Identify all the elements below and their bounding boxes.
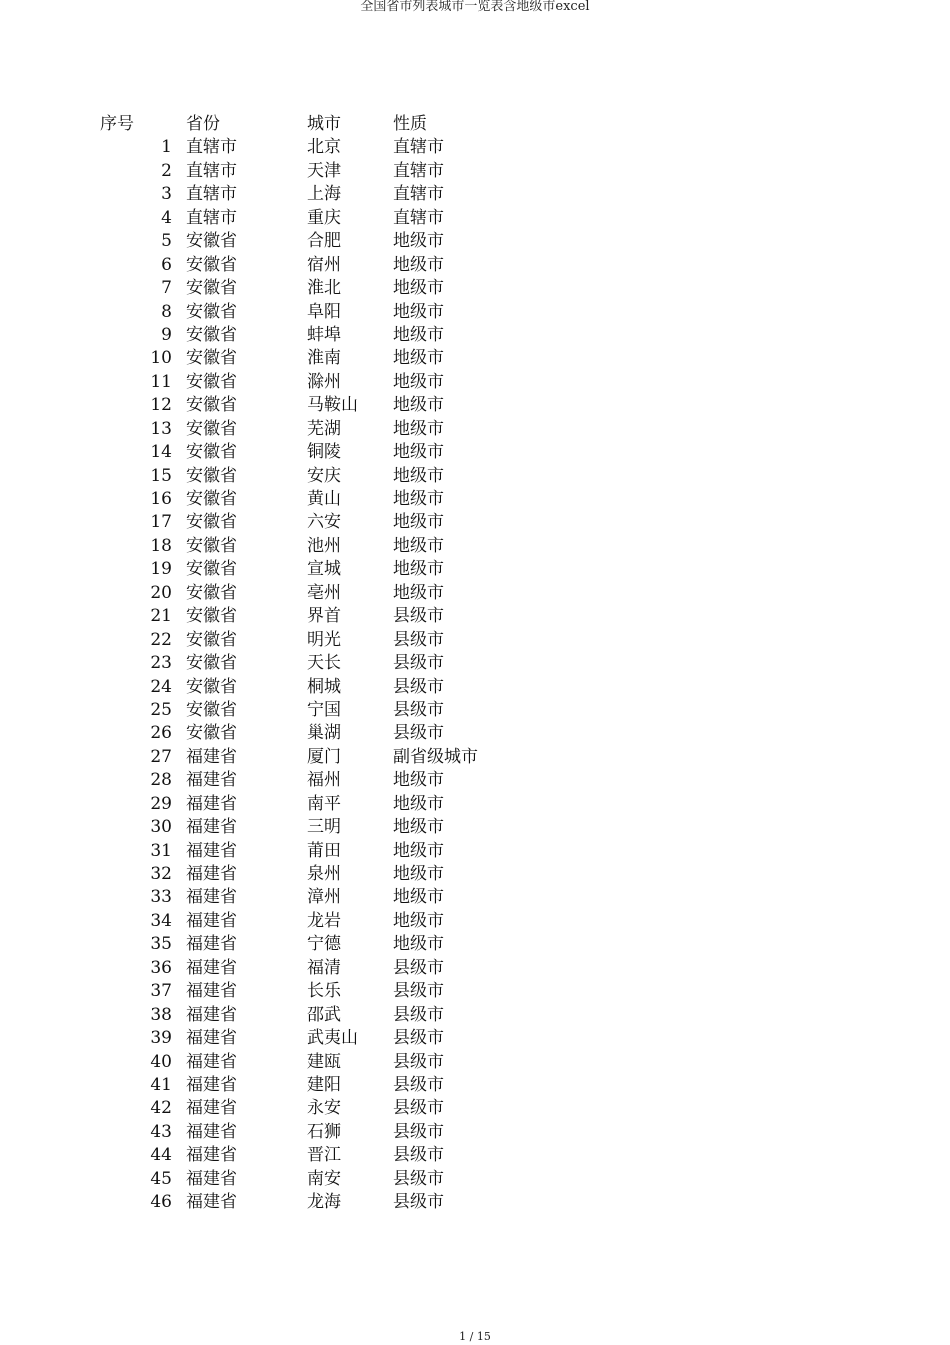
row-index: 15 bbox=[150, 465, 172, 486]
table-row bbox=[0, 1168, 950, 1191]
table-row bbox=[0, 699, 950, 722]
row-city: 马鞍山 bbox=[307, 395, 358, 416]
table-row bbox=[0, 722, 950, 745]
table-body bbox=[0, 136, 950, 1214]
row-type: 地级市 bbox=[393, 324, 444, 345]
column-header-province: 省份 bbox=[186, 114, 220, 134]
table-row bbox=[0, 301, 950, 324]
table-row bbox=[0, 1144, 950, 1167]
row-index: 17 bbox=[150, 512, 172, 533]
city-table bbox=[0, 113, 950, 1215]
row-type: 县级市 bbox=[393, 1168, 444, 1189]
row-index: 18 bbox=[150, 535, 172, 556]
table-row bbox=[0, 769, 950, 792]
row-city: 明光 bbox=[307, 629, 341, 650]
table-row bbox=[0, 910, 950, 933]
column-header-index: 序号 bbox=[100, 114, 134, 134]
row-index: 30 bbox=[150, 817, 172, 838]
table-row bbox=[0, 676, 950, 699]
row-index: 26 bbox=[150, 723, 172, 744]
row-type: 县级市 bbox=[393, 957, 444, 978]
table-row bbox=[0, 160, 950, 183]
row-city: 安庆 bbox=[307, 465, 341, 486]
table-row bbox=[0, 394, 950, 417]
row-city: 宣城 bbox=[307, 559, 341, 580]
row-type: 地级市 bbox=[393, 770, 444, 791]
row-province: 安徽省 bbox=[186, 559, 237, 580]
row-province: 直辖市 bbox=[186, 184, 237, 205]
row-index: 6 bbox=[161, 254, 172, 275]
row-type: 地级市 bbox=[393, 254, 444, 275]
row-index: 31 bbox=[150, 840, 172, 861]
row-province: 安徽省 bbox=[186, 278, 237, 299]
row-province: 安徽省 bbox=[186, 371, 237, 392]
table-row bbox=[0, 582, 950, 605]
table-header-row bbox=[0, 113, 950, 136]
row-province: 直辖市 bbox=[186, 137, 237, 158]
row-city: 建瓯 bbox=[307, 1051, 341, 1072]
page-header-title: 全国省市列表城市一览表含地级市excel bbox=[360, 0, 590, 14]
row-type: 地级市 bbox=[393, 395, 444, 416]
row-province: 安徽省 bbox=[186, 254, 237, 275]
row-city: 厦门 bbox=[307, 746, 341, 767]
row-type: 地级市 bbox=[393, 910, 444, 931]
row-type: 县级市 bbox=[393, 629, 444, 650]
row-city: 漳州 bbox=[307, 887, 341, 908]
row-city: 南安 bbox=[307, 1168, 341, 1189]
row-type: 地级市 bbox=[393, 418, 444, 439]
row-type: 地级市 bbox=[393, 840, 444, 861]
row-province: 福建省 bbox=[186, 1051, 237, 1072]
row-type: 县级市 bbox=[393, 1098, 444, 1119]
row-province: 福建省 bbox=[186, 793, 237, 814]
row-type: 直辖市 bbox=[393, 160, 444, 181]
table-row bbox=[0, 1027, 950, 1050]
table-row bbox=[0, 277, 950, 300]
table-row bbox=[0, 1051, 950, 1074]
table-row bbox=[0, 207, 950, 230]
row-type: 县级市 bbox=[393, 1028, 444, 1049]
row-province: 安徽省 bbox=[186, 535, 237, 556]
table-row bbox=[0, 347, 950, 370]
row-index: 23 bbox=[150, 653, 172, 674]
row-type: 地级市 bbox=[393, 864, 444, 884]
row-type: 地级市 bbox=[393, 793, 444, 814]
row-city: 滁州 bbox=[307, 371, 341, 392]
row-province: 福建省 bbox=[186, 1004, 237, 1025]
row-index: 34 bbox=[150, 910, 172, 931]
row-city: 六安 bbox=[307, 512, 341, 533]
row-index: 7 bbox=[161, 278, 172, 299]
row-index: 39 bbox=[150, 1028, 172, 1049]
table-row bbox=[0, 183, 950, 206]
table-row bbox=[0, 605, 950, 628]
row-province: 安徽省 bbox=[186, 301, 237, 322]
row-index: 9 bbox=[161, 324, 172, 345]
row-city: 泉州 bbox=[307, 864, 341, 884]
row-index: 33 bbox=[150, 887, 172, 908]
row-city: 蚌埠 bbox=[307, 324, 341, 345]
row-type: 直辖市 bbox=[393, 137, 444, 158]
row-type: 县级市 bbox=[393, 723, 444, 744]
table-row bbox=[0, 371, 950, 394]
row-city: 淮北 bbox=[307, 278, 341, 299]
row-index: 37 bbox=[150, 981, 172, 1002]
row-city: 莆田 bbox=[307, 840, 341, 861]
row-city: 邵武 bbox=[307, 1004, 341, 1025]
row-type: 县级市 bbox=[393, 1121, 444, 1142]
row-city: 淮南 bbox=[307, 348, 341, 369]
row-city: 界首 bbox=[307, 606, 341, 627]
row-type: 地级市 bbox=[393, 535, 444, 556]
page-number: 1 / 15 bbox=[459, 1330, 491, 1343]
row-province: 福建省 bbox=[186, 1028, 237, 1049]
table-row bbox=[0, 136, 950, 159]
row-index: 28 bbox=[150, 770, 172, 791]
row-province: 福建省 bbox=[186, 887, 237, 908]
row-index: 11 bbox=[150, 371, 172, 392]
table-row bbox=[0, 254, 950, 277]
row-type: 地级市 bbox=[393, 278, 444, 299]
row-index: 20 bbox=[150, 582, 172, 603]
row-province: 福建省 bbox=[186, 1098, 237, 1119]
table-row bbox=[0, 629, 950, 652]
table-row bbox=[0, 933, 950, 956]
row-type: 县级市 bbox=[393, 653, 444, 674]
row-type: 副省级城市 bbox=[393, 746, 478, 767]
row-province: 福建省 bbox=[186, 957, 237, 978]
row-province: 福建省 bbox=[186, 817, 237, 838]
row-city: 上海 bbox=[307, 184, 341, 205]
row-city: 巢湖 bbox=[307, 723, 341, 744]
row-province: 安徽省 bbox=[186, 231, 237, 252]
row-city: 龙海 bbox=[307, 1192, 341, 1213]
table-row bbox=[0, 1074, 950, 1097]
column-header-city: 城市 bbox=[307, 114, 341, 134]
row-city: 天津 bbox=[307, 160, 341, 181]
row-province: 福建省 bbox=[186, 746, 237, 767]
table-row bbox=[0, 441, 950, 464]
row-index: 43 bbox=[150, 1121, 172, 1142]
row-type: 县级市 bbox=[393, 981, 444, 1002]
row-type: 直辖市 bbox=[393, 207, 444, 228]
row-province: 福建省 bbox=[186, 910, 237, 931]
row-province: 安徽省 bbox=[186, 723, 237, 744]
row-province: 直辖市 bbox=[186, 207, 237, 228]
row-type: 地级市 bbox=[393, 442, 444, 463]
table-row bbox=[0, 957, 950, 980]
row-type: 县级市 bbox=[393, 699, 444, 720]
row-province: 福建省 bbox=[186, 1168, 237, 1189]
table-row bbox=[0, 511, 950, 534]
row-city: 亳州 bbox=[307, 582, 341, 603]
row-province: 安徽省 bbox=[186, 489, 237, 509]
row-city: 阜阳 bbox=[307, 301, 341, 322]
row-index: 42 bbox=[150, 1098, 172, 1119]
row-index: 41 bbox=[150, 1074, 172, 1095]
row-index: 19 bbox=[150, 559, 172, 580]
row-province: 安徽省 bbox=[186, 348, 237, 369]
row-province: 安徽省 bbox=[186, 629, 237, 650]
row-type: 县级市 bbox=[393, 1074, 444, 1095]
row-type: 地级市 bbox=[393, 301, 444, 322]
table-row bbox=[0, 1097, 950, 1120]
row-city: 合肥 bbox=[307, 231, 341, 252]
row-index: 24 bbox=[150, 676, 172, 697]
row-province: 安徽省 bbox=[186, 582, 237, 603]
row-city: 宁德 bbox=[307, 934, 341, 955]
row-city: 池州 bbox=[307, 535, 341, 556]
row-type: 县级市 bbox=[393, 1051, 444, 1072]
row-province: 安徽省 bbox=[186, 512, 237, 533]
row-province: 福建省 bbox=[186, 864, 237, 884]
table-row bbox=[0, 1004, 950, 1027]
table-row bbox=[0, 652, 950, 675]
row-type: 地级市 bbox=[393, 559, 444, 580]
row-type: 县级市 bbox=[393, 676, 444, 697]
table-row bbox=[0, 324, 950, 347]
row-province: 安徽省 bbox=[186, 699, 237, 720]
table-row bbox=[0, 535, 950, 558]
row-city: 龙岩 bbox=[307, 910, 341, 931]
table-row bbox=[0, 980, 950, 1003]
row-index: 22 bbox=[150, 629, 172, 650]
row-city: 铜陵 bbox=[307, 442, 341, 463]
row-city: 武夷山 bbox=[307, 1028, 358, 1049]
table-row bbox=[0, 793, 950, 816]
row-city: 黄山 bbox=[307, 489, 341, 509]
row-type: 县级市 bbox=[393, 606, 444, 627]
row-province: 福建省 bbox=[186, 1121, 237, 1142]
row-type: 县级市 bbox=[393, 1145, 444, 1166]
table-row bbox=[0, 465, 950, 488]
row-index: 4 bbox=[161, 207, 172, 228]
row-province: 安徽省 bbox=[186, 418, 237, 439]
row-city: 永安 bbox=[307, 1098, 341, 1119]
row-index: 14 bbox=[150, 442, 172, 463]
row-city: 福清 bbox=[307, 957, 341, 978]
table-row bbox=[0, 746, 950, 769]
row-index: 2 bbox=[161, 160, 172, 181]
row-index: 45 bbox=[150, 1168, 172, 1189]
row-type: 地级市 bbox=[393, 231, 444, 252]
row-type: 地级市 bbox=[393, 465, 444, 486]
row-type: 地级市 bbox=[393, 934, 444, 955]
table-row bbox=[0, 816, 950, 839]
row-city: 芜湖 bbox=[307, 418, 341, 439]
row-index: 32 bbox=[150, 864, 172, 884]
row-city: 重庆 bbox=[307, 207, 341, 228]
row-index: 12 bbox=[150, 395, 172, 416]
table-row bbox=[0, 863, 950, 886]
row-city: 桐城 bbox=[307, 676, 341, 697]
row-index: 27 bbox=[150, 746, 172, 767]
row-index: 35 bbox=[150, 934, 172, 955]
row-province: 安徽省 bbox=[186, 324, 237, 345]
row-type: 地级市 bbox=[393, 489, 444, 509]
row-index: 5 bbox=[161, 231, 172, 252]
row-province: 安徽省 bbox=[186, 653, 237, 674]
row-city: 南平 bbox=[307, 793, 341, 814]
row-index: 3 bbox=[161, 184, 172, 205]
row-index: 38 bbox=[150, 1004, 172, 1025]
table-row bbox=[0, 840, 950, 863]
table-row bbox=[0, 1121, 950, 1144]
row-city: 长乐 bbox=[307, 981, 341, 1002]
row-province: 安徽省 bbox=[186, 465, 237, 486]
row-index: 8 bbox=[161, 301, 172, 322]
row-city: 北京 bbox=[307, 137, 341, 158]
row-index: 1 bbox=[161, 137, 172, 158]
row-type: 县级市 bbox=[393, 1004, 444, 1025]
column-header-type: 性质 bbox=[393, 114, 427, 134]
row-city: 三明 bbox=[307, 817, 341, 838]
row-index: 40 bbox=[150, 1051, 172, 1072]
row-province: 福建省 bbox=[186, 840, 237, 861]
table-row bbox=[0, 558, 950, 581]
row-city: 晋江 bbox=[307, 1145, 341, 1166]
row-province: 福建省 bbox=[186, 981, 237, 1002]
row-province: 安徽省 bbox=[186, 395, 237, 416]
row-province: 直辖市 bbox=[186, 160, 237, 181]
row-type: 县级市 bbox=[393, 1192, 444, 1213]
table-row bbox=[0, 1191, 950, 1214]
row-type: 地级市 bbox=[393, 582, 444, 603]
row-province: 福建省 bbox=[186, 1145, 237, 1166]
table-row bbox=[0, 230, 950, 253]
row-province: 安徽省 bbox=[186, 676, 237, 697]
row-type: 地级市 bbox=[393, 887, 444, 908]
row-province: 福建省 bbox=[186, 770, 237, 791]
row-type: 直辖市 bbox=[393, 184, 444, 205]
row-city: 天长 bbox=[307, 653, 341, 674]
row-city: 宿州 bbox=[307, 254, 341, 275]
row-index: 21 bbox=[150, 606, 172, 627]
row-index: 44 bbox=[150, 1145, 172, 1166]
row-city: 福州 bbox=[307, 770, 341, 791]
row-index: 16 bbox=[150, 489, 172, 509]
row-province: 安徽省 bbox=[186, 606, 237, 627]
row-type: 地级市 bbox=[393, 817, 444, 838]
row-index: 29 bbox=[150, 793, 172, 814]
row-city: 石狮 bbox=[307, 1121, 341, 1142]
row-province: 福建省 bbox=[186, 1074, 237, 1095]
row-type: 地级市 bbox=[393, 348, 444, 369]
table-row bbox=[0, 418, 950, 441]
row-index: 36 bbox=[150, 957, 172, 978]
table-row bbox=[0, 886, 950, 909]
row-type: 地级市 bbox=[393, 371, 444, 392]
table-row bbox=[0, 488, 950, 511]
row-index: 10 bbox=[150, 348, 172, 369]
row-province: 安徽省 bbox=[186, 442, 237, 463]
row-index: 25 bbox=[150, 699, 172, 720]
row-city: 建阳 bbox=[307, 1074, 341, 1095]
row-city: 宁国 bbox=[307, 699, 341, 720]
row-type: 地级市 bbox=[393, 512, 444, 533]
row-index: 46 bbox=[150, 1192, 172, 1213]
row-province: 福建省 bbox=[186, 1192, 237, 1213]
row-province: 福建省 bbox=[186, 934, 237, 955]
row-index: 13 bbox=[150, 418, 172, 439]
